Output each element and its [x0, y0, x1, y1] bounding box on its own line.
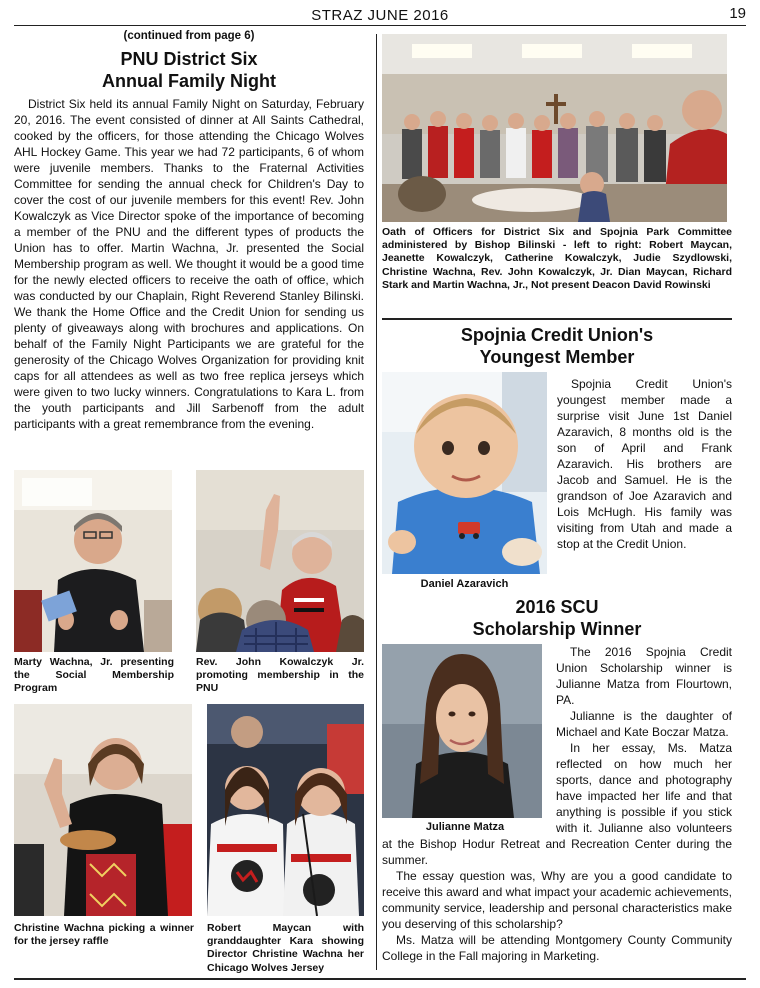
photo-christine-wachna [14, 704, 192, 916]
scholarship-photo-block [382, 644, 548, 836]
caption-marty: Marty Wachna, Jr. presenting the Social Membership Program [14, 656, 174, 695]
article-paragraph: In her essay, Ms. Matza reflected on how much her sports, dance and photography have impacted her life and that anything is possible if you stick with it. Julianne also volunteers at the Bishop Hodur Retreat and Recreation Center during the summer. [382, 741, 732, 867]
article-headline-youngest-member [382, 324, 732, 368]
article-headline-district-six [14, 48, 364, 92]
caption-julianne: Julianne Matza [425, 821, 505, 833]
bottom-rule [14, 978, 746, 980]
headline-line-1: PNU District Six [120, 49, 258, 69]
photo-julianne-matza [382, 644, 542, 818]
section-rule [382, 318, 732, 320]
photo-marty-wachna [14, 470, 172, 652]
caption-daniel: Daniel Azaravich [420, 578, 509, 590]
article-paragraph: Julianne is the daughter of Michael and Kate Boczar Matza. [556, 709, 732, 739]
photo-robert-maycan [207, 704, 364, 916]
article-paragraph: The essay question was, Why are you a good candidate to receive this award and what impact your academic achievements, community service, leadership and personal characteristics make you deserving of this scholarship? [382, 869, 732, 931]
article-body-scholarship [382, 644, 732, 964]
article-paragraph: District Six held its annual Family Night on Saturday, February 20, 2016. The event consisted of dinner at All Saints Cathedral, cooked by the officers, for those attending the Chicago Wolves AHL Hockey Game. This year we had 72 participants, 6 of whom were juvenile members. Thanks to the Fraternal Activities Committee for sending the annual check for Children's Day to cover the cost of our juvenile members for this event! Rev. John Kowalczyk as Vice Director spoke of the importance of becoming a member of the PNU and the different types of products the Union has to offer. Martin Wachna, Jr. presented the Social Membership program as well. We thought it would be a good time for the newly elected officers to receive the oath of office, which was conducted by our Chaplain, Right Reverend Stanley Bilinski. We thank the Home Office and the Credit Union for sending us plenty of giveaways along with brochures and applications. On behalf of the Family Night Participants we are grateful for the generosity of the Chicago Wolves Organization for providing knit caps for all attendees as well as two free replica jerseys which were given to two lucky winners. Congratulations to Kara L. from the youth participants and Jill Sarbenoff from the adult participants with a great remembrance from the evening. [14, 97, 364, 431]
article-headline-scholarship [382, 596, 732, 640]
headline-line-2: Annual Family Night [101, 71, 276, 91]
photo-rev-john-kowalczyk [196, 470, 364, 652]
publication-title: STRAZ JUNE 2016 [311, 7, 449, 24]
page-number: 19 [729, 5, 746, 22]
article-paragraph: The 2016 Spojnia Credit Union Scholarship winner is Julianne Matza from Flourtown, PA. [556, 645, 732, 707]
column-divider [376, 34, 377, 970]
caption-christine: Christine Wachna picking a winner for the jersey raffle [14, 922, 194, 948]
headline-line-1: 2016 SCU [515, 597, 599, 617]
headline-line-1: Spojnia Credit Union's [460, 325, 654, 345]
headline-line-2: Youngest Member [479, 347, 635, 367]
caption-rev-john: Rev. John Kowalczyk Jr. promoting membership in the PNU [196, 656, 364, 695]
continued-note: (continued from page 6) [123, 30, 255, 42]
article-paragraph: Spojnia Credit Union's youngest member made a surprise visit June 1st Daniel Azaravich, 8 months old is the son of April and Frank Azaravich. His brothers are Jacob and Samuel. He is the grandson of Joe Azaravich and Lois McHugh. His family was visiting from Utah and made a stop at the Credit Union. [557, 377, 732, 551]
caption-oath: Oath of Officers for District Six and Spojnia Park Committee administered by Bishop Bilinski - left to right: Robert Maycan, Jeanette Kowalczyk, Catherine Kowalczyk, Judie Szydlowski, Christine Wachna, Rev. John Kowalczyk, Jr. Dian Maycan, Richard Stark and Martin Wachna, Jr., Not present Deacon David Rowinski [382, 226, 732, 291]
headline-line-2: Scholarship Winner [472, 619, 642, 639]
page-header [14, 4, 746, 26]
article-body-district-six [14, 96, 364, 432]
article-body-youngest-member [557, 376, 732, 552]
caption-robert: Robert Maycan with granddaughter Kara showing Director Christine Wachna her Chicago Wolves Jersey [207, 922, 364, 974]
photo-daniel-azaravich [382, 372, 547, 574]
article-paragraph: Ms. Matza will be attending Montgomery County Community College in the Fall majoring in Marketing. [382, 933, 732, 963]
photo-oath-of-officers [382, 34, 727, 222]
